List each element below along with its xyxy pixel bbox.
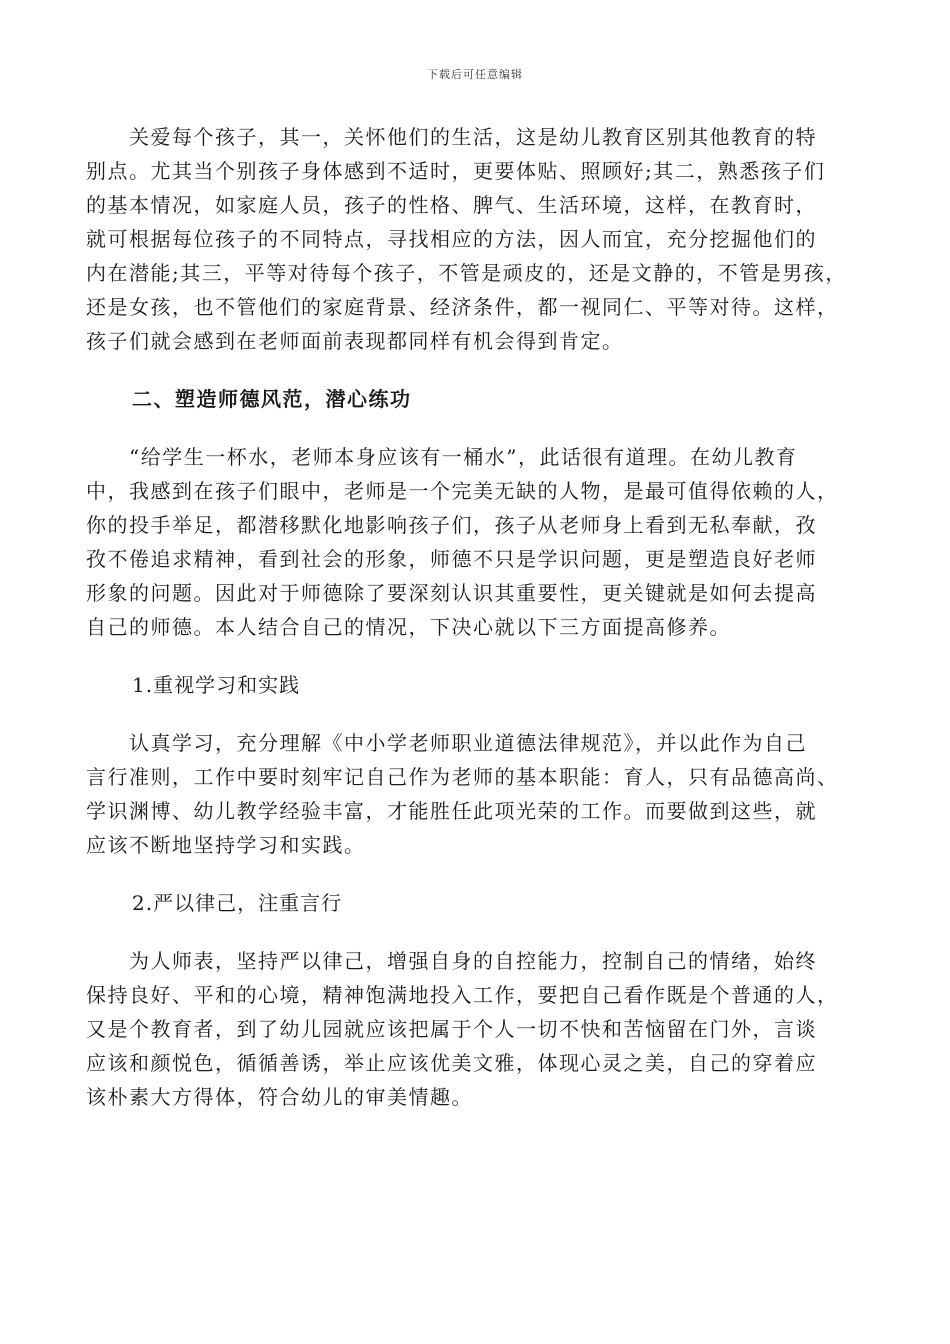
paragraph-line: 孜不倦追求精神，看到社会的形象，师德不只是学识问题，更是塑造良好老师 (86, 547, 817, 571)
paragraph-line: 还是女孩，也不管他们的家庭背景、经济条件，都一视同仁、平等对待。这样， (86, 295, 839, 319)
paragraph-study-practice (86, 726, 876, 862)
paragraph-line: 就可根据每位孩子的不同特点，寻找相应的方法，因人而宜，充分挖掘他们的 (86, 227, 817, 251)
paragraph-line: 应该不断地坚持学习和实践。 (86, 833, 366, 857)
paragraph-line: 中，我感到在孩子们眼中，老师是一个完美无缺的人物，是最可值得依赖的人， (86, 479, 839, 503)
paragraph-self-discipline (86, 944, 876, 1114)
paragraph-line: 又是个教育者，到了幼儿园就应该把属于个人一切不快和苦恼留在门外，言谈 (86, 1017, 817, 1041)
paragraph-line: 学识渊博、幼儿教学经验丰富，才能胜任此项光荣的工作。而要做到这些，就 (86, 799, 817, 823)
paragraph-line: 认真学习，充分理解《中小学老师职业道德法律规范》，并以此作为自己 (86, 731, 807, 755)
paragraph-line: “给学生一杯水，老师本身应该有一桶水”，此话很有道理。在幼儿教育 (86, 445, 798, 469)
subheading-study-practice: 1.重视学习和实践 (132, 673, 301, 697)
paragraph-line: 为人师表，坚持严以律己，增强自身的自控能力，控制自己的情绪，始终 (86, 949, 817, 973)
paragraph-line: 你的投手举足，都潜移默化地影响孩子们，孩子从老师身上看到无私奉献，孜 (86, 513, 817, 537)
paragraph-care-for-children (86, 120, 876, 358)
paragraph-line: 形象的问题。因此对于师德除了要深刻认识其重要性，更关键就是如何去提高 (86, 581, 817, 605)
paragraph-line: 自己的师德。本人结合自己的情况，下决心就以下三方面提高修养。 (86, 615, 731, 639)
subheading-self-discipline: 2.严以律己，注重言行 (132, 891, 343, 915)
header-note: 下载后可任意编辑 (427, 68, 523, 81)
paragraph-line: 应该和颜悦色，循循善诱，举止应该优美文雅，体现心灵之美，自己的穿着应 (86, 1051, 817, 1075)
section-heading: 二、塑造师德风范，潜心练功 (132, 387, 412, 411)
paragraph-line: 保持良好、平和的心境，精神饱满地投入工作，要把自己看作既是个普通的人， (86, 983, 839, 1007)
paragraph-line: 别点。尤其当个别孩子身体感到不适时，更要体贴、照顾好;其二，熟悉孩子们 (86, 159, 826, 183)
paragraph-line: 内在潜能;其三，平等对待每个孩子，不管是顽皮的，还是文静的，不管是男孩， (86, 261, 847, 285)
paragraph-line: 孩子们就会感到在老师面前表现都同样有机会得到肯定。 (86, 329, 624, 353)
paragraph-line: 的基本情况，如家庭人员，孩子的性格、脾气、生活环境，这样，在教育时， (86, 193, 817, 217)
paragraph-line: 言行准则，工作中要时刻牢记自己作为老师的基本职能：育人，只有品德高尚、 (86, 765, 839, 789)
paragraph-line: 关爱每个孩子，其一，关怀他们的生活，这是幼儿教育区别其他教育的特 (86, 125, 817, 149)
paragraph-line: 该朴素大方得体，符合幼儿的审美情趣。 (86, 1085, 473, 1109)
document-body (86, 120, 876, 1114)
paragraph-teacher-ethics (86, 440, 876, 644)
